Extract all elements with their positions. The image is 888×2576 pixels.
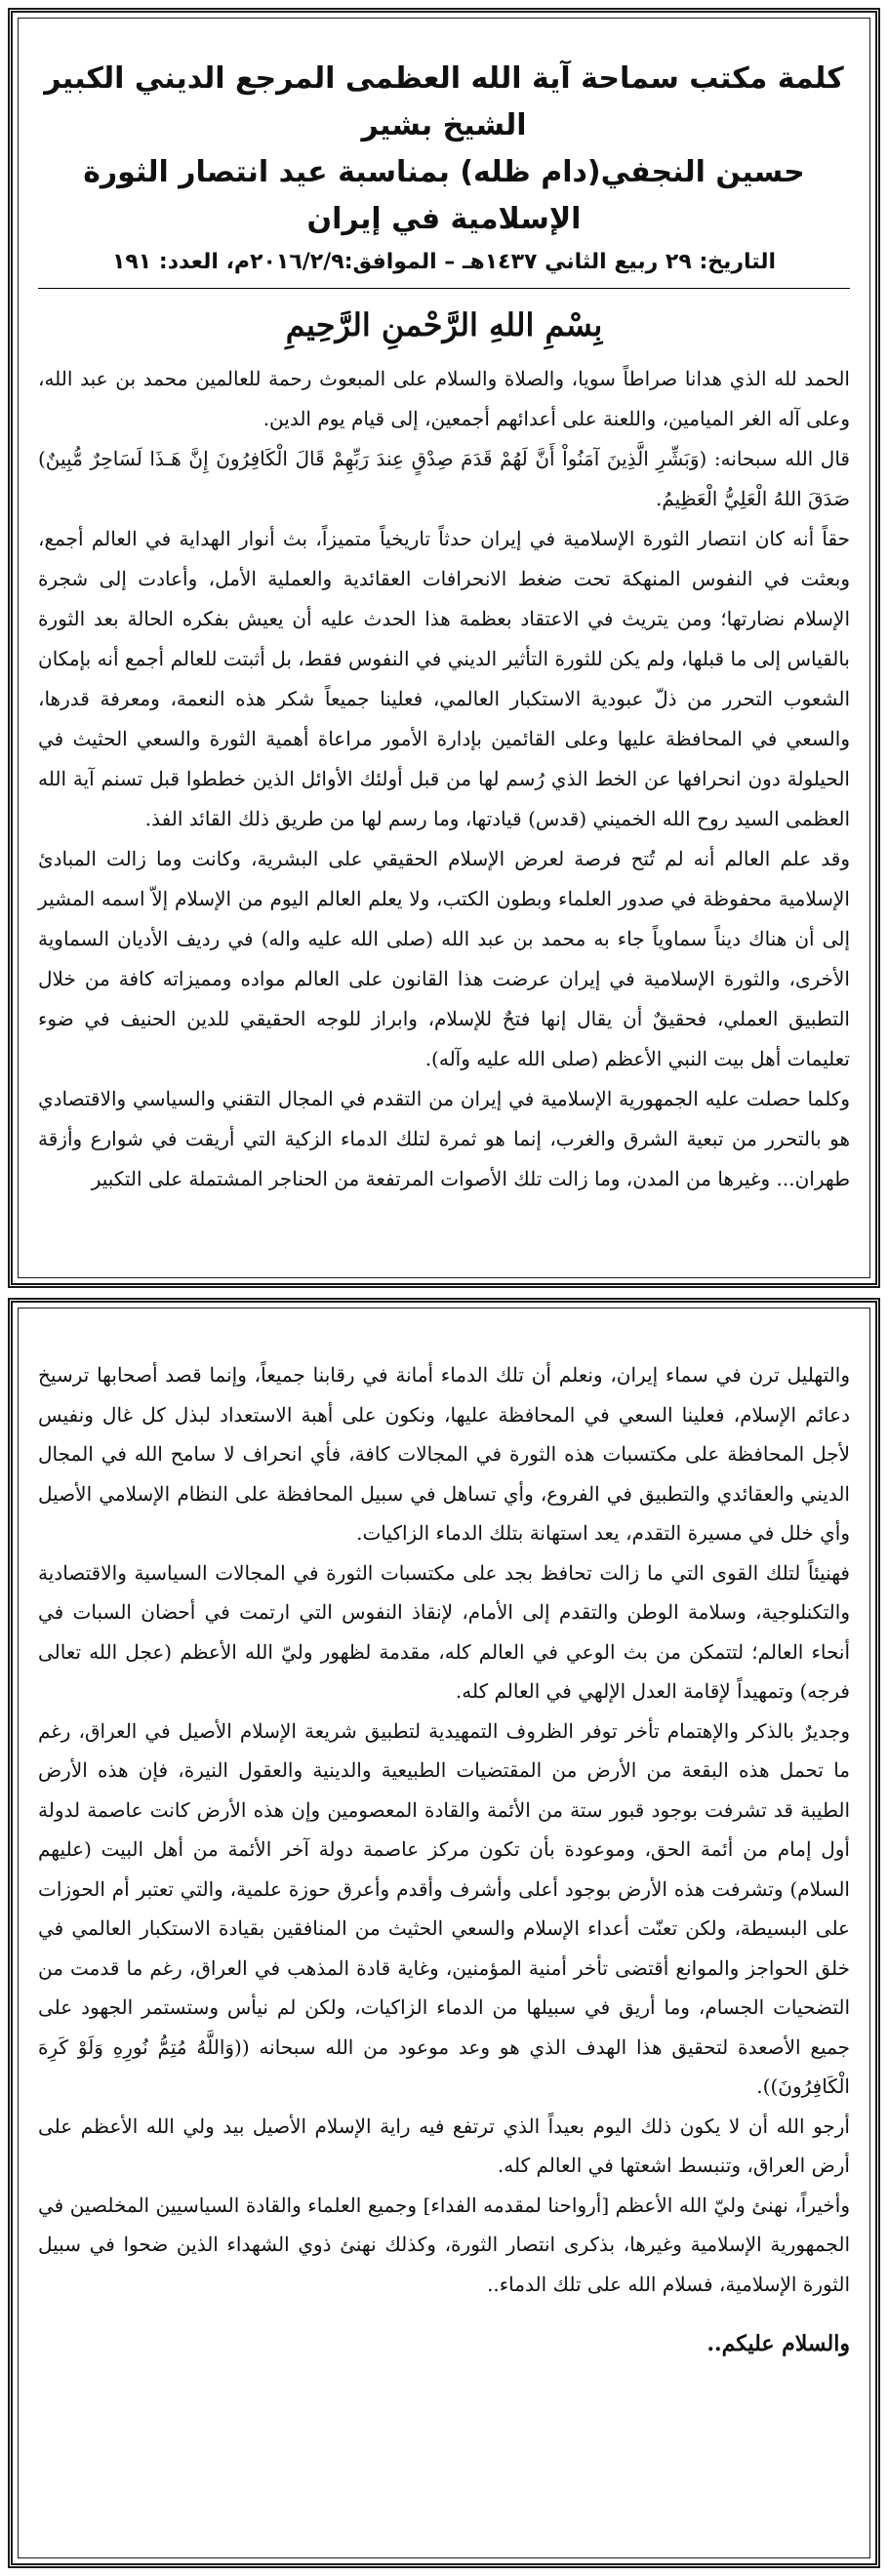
document-page-2 [8,1298,880,2568]
paragraph: وكلما حصلت عليه الجمهورية الإسلامية في إيران من التقدم في المجال التقني والسياسي والاقتصادي هو بالتحرر من تبعية الشرق والغرب، إنما هو ثمرة لتلك الدماء الزكية التي أريقت في شوارع وأزقة طهران... وغيرها من المدن، وما زالت تلك الأصوات المرتفعة من الحناجر المشتملة على التكبير [38,1087,850,1190]
document-page-1 [8,8,880,1288]
paragraph: والتهليل ترن في سماء إيران، ونعلم أن تلك الدماء أمانة في رقابنا جميعاً، وإنما قصد أصحابها ترسيخ دعائم الإسلام، فعلينا السعي في المحافظة عليها، ونكون على أهبة الاستعداد لبذل كل غال ونفيس لأجل المحافظة على مكتسبات هذه الثورة في المجالات كافة، فأي انحراف لا سامح الله في المجال الديني والعقائدي والتطبيق في الفروع، وأي تساهل في سبيل المحافظة على النظام الإسلامي الأصيل وأي خلل في مسيرة التقدم، يعد استهانة بتلك الدماء الزاكيات. [38,1363,850,1545]
closing-salutation: والسلام عليكم.. [706,2331,850,2356]
paragraph: أرجو الله أن لا يكون ذلك اليوم بعيداً الذي ترتفع فيه راية الإسلام الأصيل بيد ولي الله الأعظم على أرض العراق، وتنبسط اشعتها في العالم كله. [38,2113,850,2177]
document-title [38,56,850,243]
header-divider [38,288,850,289]
basmala: بِسْمِ اللهِ الرَّحْمنِ الرَّحِيمِ [285,306,603,343]
paragraph: وقد علم العالم أنه لم تُتح فرصة لعرض الإسلام الحقيقي على البشرية، وكانت وما زالت المبادئ الإسلامية محفوظة في صدور العلماء وبطون الكتب، ولا يعلم العالم اليوم من الإسلام إلاّ اسمه المشير إلى أن هناك ديناً سماوياً جاء به محمد بن عبد الله (صلى الله عليه واله) في رديف الأديان السماوية الأخرى، والثورة الإسلامية في إيران عرضت هذا القانون على العالم مواده ومميزاته كافة من خلال التطبيق العملي، فحقيقٌ أن يقال إنها فتحٌ للإسلام، وابراز للوجه الحقيقي للدين الحنيف في ضوء تعليمات أهل بيت النبي الأعظم (صلى الله عليه وآله). [38,847,850,1070]
page-1-body [38,359,850,1199]
page-2-body [38,1303,850,2356]
title-line-1: كلمة مكتب سماحة آية الله العظمى المرجع الديني الكبير الشيخ بشير [44,61,844,142]
paragraph: وأخيراً، نهنئ وليّ الله الأعظم [أرواحنا لمقدمه الفداء] وجميع العلماء والقادة السياسيين المخلصين في الجمهورية الإسلامية وغيرها، بذكرى انتصار الثورة، وكذلك نهنئ ذوي الشهداء الذين ضحوا في سبيل الثورة الإسلامية، فسلام الله على تلك الدماء.. [38,2193,850,2296]
paragraph: وجديرٌ بالذكر والإهتمام تأخر توفر الظروف التمهيدية لتطبيق شريعة الإسلام الأصيل في العراق، رغم ما تحمل هذه البقعة من الأرض من المقتضيات الطبيعية والدينية والعقول النيرة، فإن هذه الأرض الطيبة قد تشرفت بوجود قبور ستة من الأئمة والقادة المعصومين وإن هذه الأرض كانت عاصمة لدولة أول إمام من أئمة الحق، وموعودة بأن تكون مركز عاصمة دولة آخر الأئمة من أهل البيت (عليهم السلام) وتشرفت هذه الأرض بوجود أعلى وأشرف وأقدم وأعرق حوزة علمية، والتي تعتبر أم الحوزات على البسيطة، ولكن تعنّت أعداء الإسلام والسعي الحثيث من المنافقين بقيادة الاستكبار العالمي في خلق الحواجز والموانع أقتضى تأخر أمنية المؤمنين، وغاية قادة المذهب في العراق، رغم ما قدمت من التضحيات الجسام، وما أريق في سبيلها من الدماء الزاكيات، ولكن لم نيأس وستستمر الجهود على جميع الأصعدة لتحقيق هذا الهدف الذي هو وعد موعود من الله سبحانه ((وَاللَّهُ مُتِمُّ نُورِهِ وَلَوْ كَرِهَ الْكَافِرُونَ)). [38,1718,851,2098]
paragraph-quran-verse: قال الله سبحانه: (وَبَشِّرِ الَّذِينَ آمَنُواْ أَنَّ لَهُمْ قَدَمَ صِدْقٍ عِندَ رَبِّهِمْ قَالَ الْكَافِرُونَ إِنَّ هَـذَا لَسَاحِرٌ مُّبِينٌ) صَدَقَ اللهُ الْعَلِيُّ الْعَظِيمُ. [38,447,850,510]
paragraph: الحمد لله الذي هدانا صراطاً سويا، والصلاة والسلام على المبعوث رحمة للعالمين محمد بن عبد الله، وعلى آله الغر الميامين، واللعنة على أعدائهم أجمعين، إلى قيام يوم الدين. [38,367,850,430]
date-line: التاريخ: ٢٩ ربيع الثاني ١٤٣٧هـ – الموافق:٢٠١٦/٢/٩م، العدد: ١٩١ [111,250,777,274]
paragraph: فهنيئاً لتلك القوى التي ما زالت تحافظ بجد على مكتسبات الثورة في المجالات السياسية والاقتصادية والتكنلوجية، وسلامة الوطن والتقدم إلى الأمام، لإنقاذ النفوس التي ارتمت في أحضان السبات في أنحاء العالم؛ لتتمكن من بث الوعي في العالم كله، مقدمة لظهور وليّ الله الأعظم (عجل الله تعالى فرجه) وتمهيداً لإقامة العدل الإلهي في العالم كله. [38,1560,850,1703]
paragraph: حقاً أنه كان انتصار الثورة الإسلامية في إيران حدثاً تاريخياً متميزاً، بث أنوار الهداية في العالم أجمع، وبعثت في النفوس المنهكة تحت ضغط الانحرافات العقائدية والعملية الأمل، وأعادت إلى شجرة الإسلام نضارتها؛ ومن يتريث في الاعتقاد بعظمة هذا الحدث عليه أن يعيش بفكره الحالة بعد الثورة بالقياس إلى ما قبلها، ولم يكن للثورة التأثير الديني في النفوس فقط، بل أثبتت للعالم أجمع أنه بإمكان الشعوب التحرر من ذلّ عبودية الاستكبار العالمي، فعلينا جميعاً شكر هذه النعمة، ومعرفة قدرها، والسعي في المحافظة عليها وعلى القائمين بإدارة الأمور مراعاة أهمية الثورة والسعي الحثيث في الحيلولة دون انحرافها عن الخط الذي رُسم لها من قبل أولئك الأوائل الذين خططوا قبل تسنم آية الله العظمى السيد روح الله الخميني (قدس) قيادتها، وما رسم لها من طريق ذلك القائد الفذ. [38,527,850,830]
title-line-2: حسين النجفي(دام ظله) بمناسبة عيد انتصار الثورة الإسلامية في إيران [83,155,805,236]
